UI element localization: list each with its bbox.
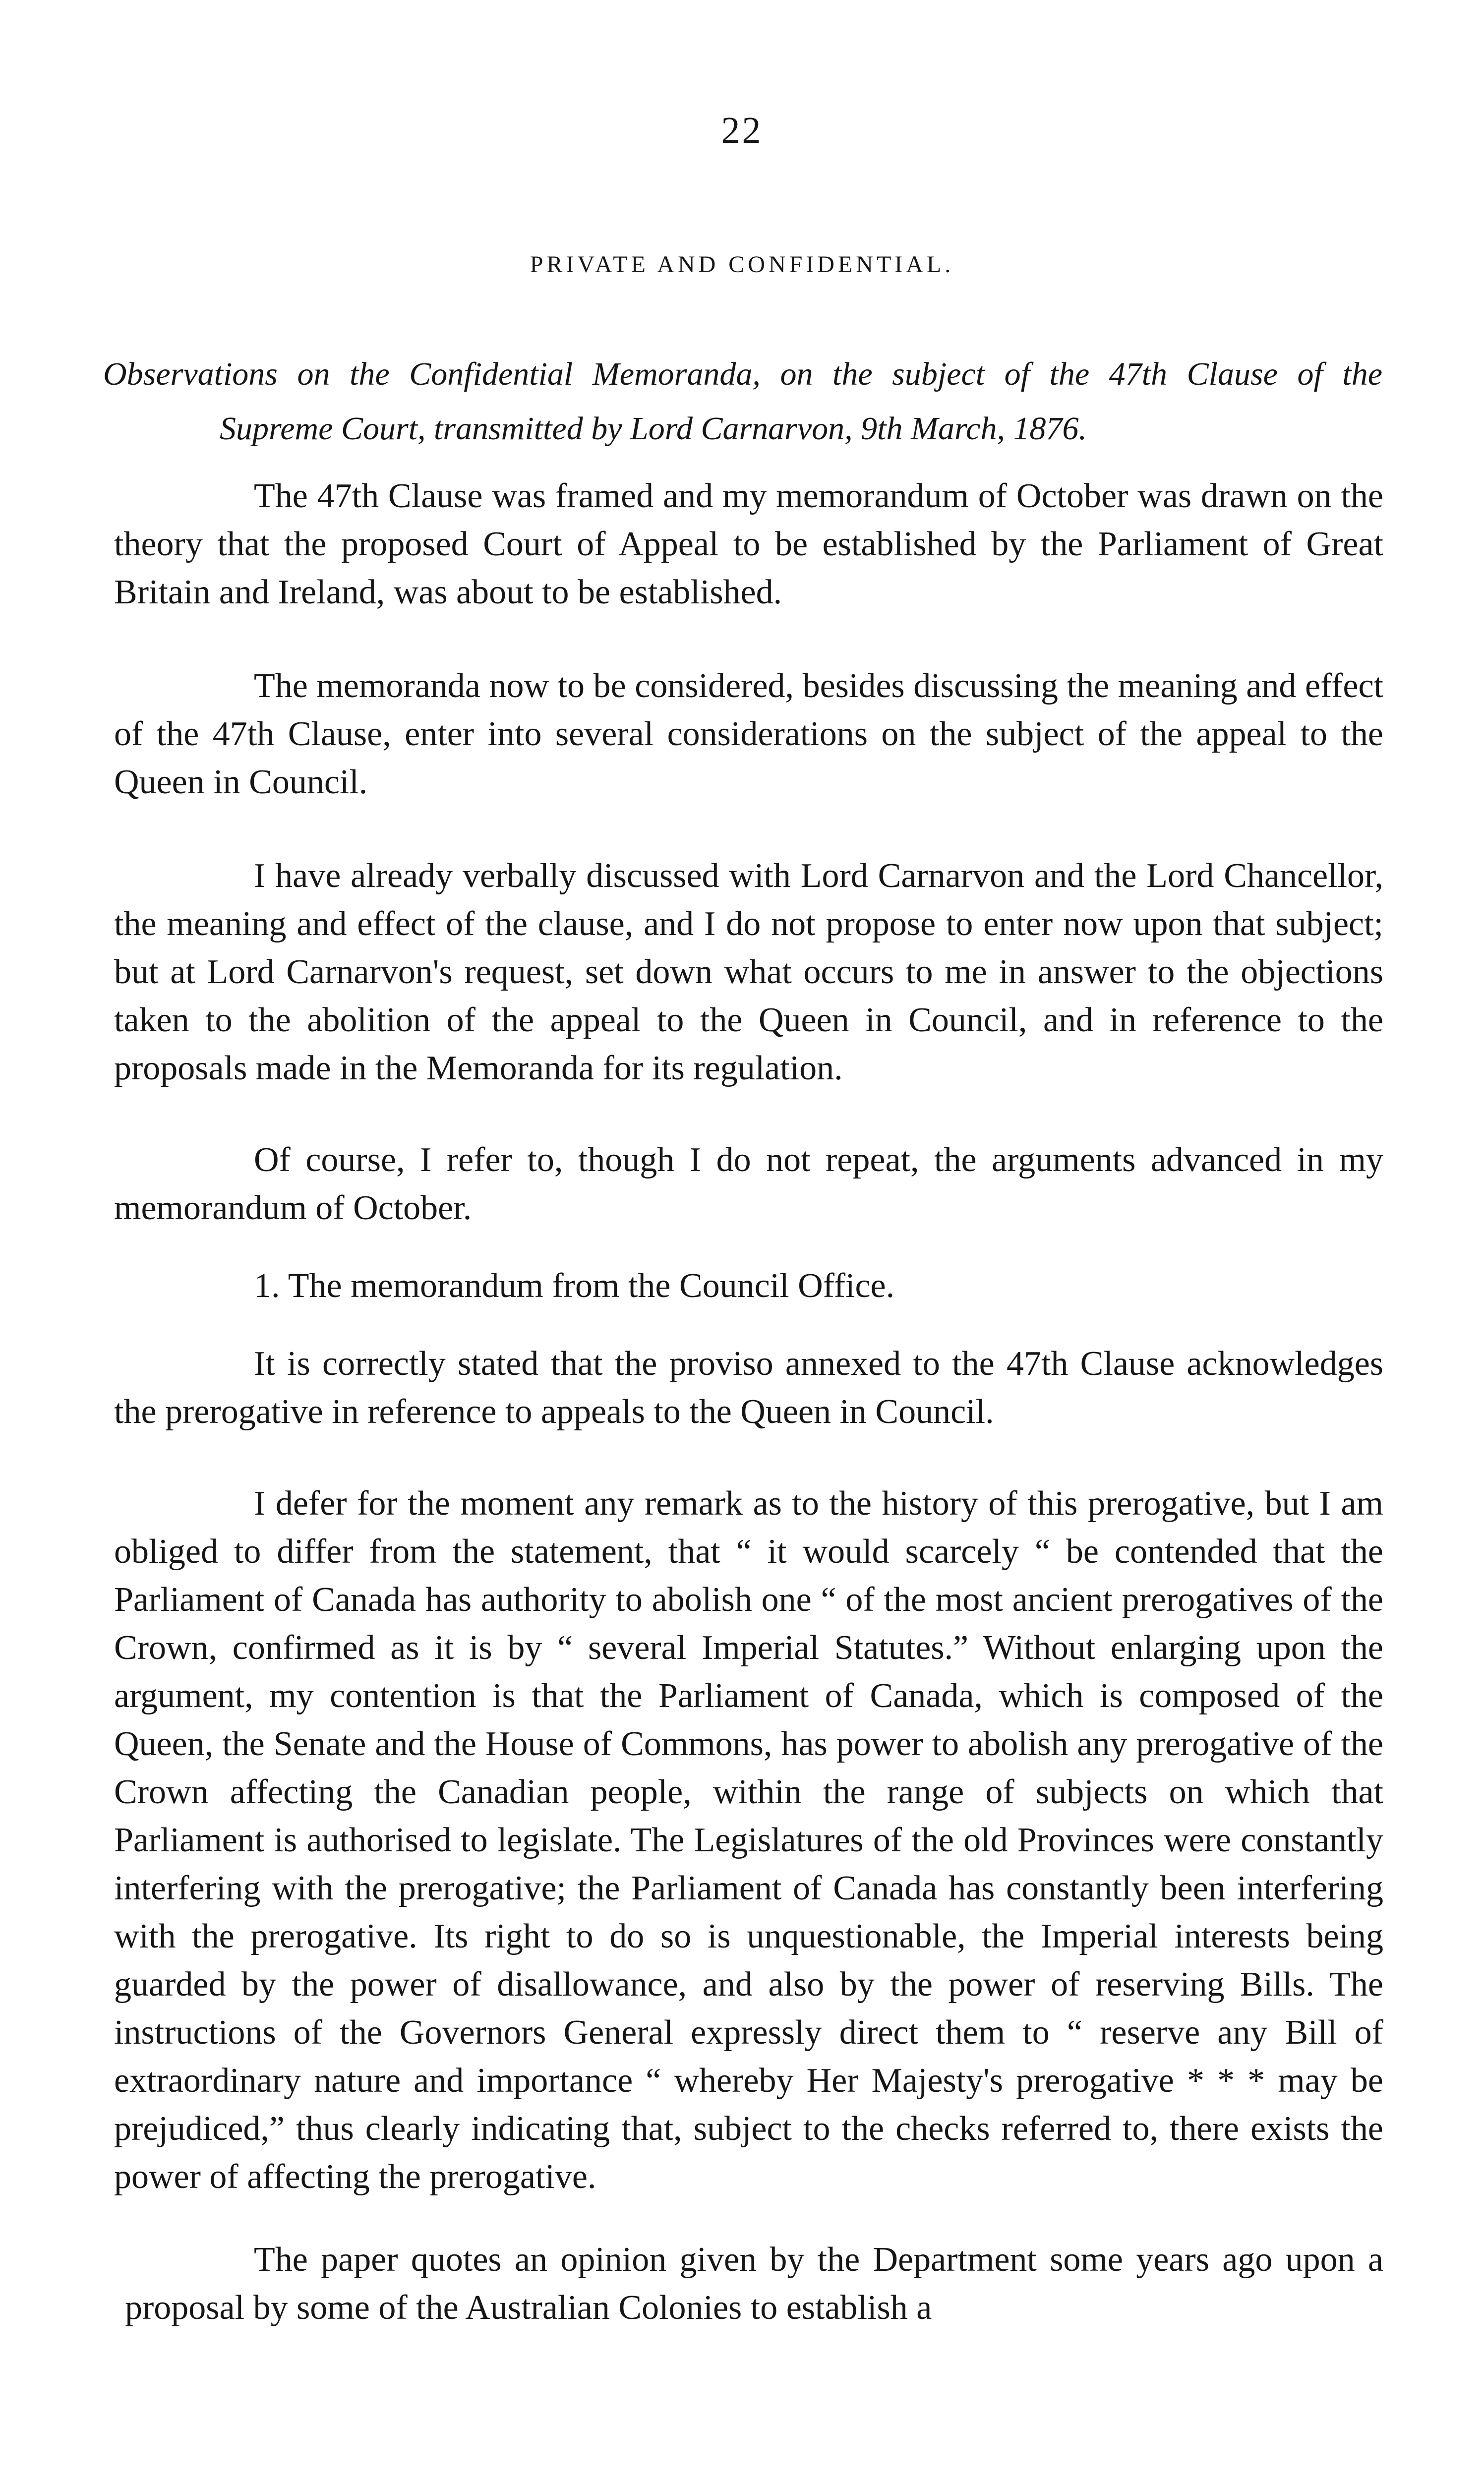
paragraph: The 47th Clause was framed and my memorandum of October was drawn on the theory that the proposed Court of Appeal to be established by the Parliament of Great Britain and Ireland, was about to be established. — [114, 477, 1383, 611]
paragraph: The memoranda now to be considered, besides discussing the meaning and effect of the 47th Clause, enter into several considerations on the subject of the appeal to the Queen in Council. — [114, 667, 1383, 801]
paragraph: The paper quotes an opinion given by the Department some years ago upon a proposal by some of the Australian Colonies to establish a — [125, 2241, 1383, 2327]
paragraph: Of course, I refer to, though I do not repeat, the arguments advanced in my memorandum of October. — [114, 1141, 1383, 1227]
section-heading: 1. The memorandum from the Council Office. — [254, 1267, 895, 1305]
document-body — [114, 472, 1383, 2332]
paragraph: I defer for the moment any remark as to the history of this prerogative, but I am obliged to differ from the statement, that “ it would scarcely “ be contended that the Parliament of Canada has authority to abolish one “ of the most ancient prerogatives of the Crown, confirmed as it is by “ several Imperial Statutes.” Without enlarging upon the argument, my contention is that the Parliament of Canada, which is composed of the Queen, the Senate and the House of Commons, has power to abolish any prerogative of the Crown affecting the Canadian people, within the range of subjects on which that Parliament is authorised to legislate. The Legislatures of the old Provinces were constantly interfering with the prerogative; the Parliament of Canada has constantly been interfering with the prerogative. Its right to do so is unquestionable, the Imperial interests being guarded by the power of disallowance, and also by the power of reserving Bills. The instructions of the Governors General expressly direct them to “ reserve any Bill of extraordinary nature and importance “ whereby Her Majesty's prerogative * * * may be prejudiced,” thus clearly indicating that, subject to the checks referred to, there exists the power of affecting the prerogative. — [114, 1484, 1383, 2196]
confidential-marking: PRIVATE AND CONFIDENTIAL. — [530, 251, 954, 278]
document-heading — [103, 347, 1382, 456]
page-number: 22 — [721, 110, 763, 151]
paragraph: It is correctly stated that the proviso annexed to the 47th Clause acknowledges the prerogative in reference to appeals to the Queen in Council. — [114, 1345, 1383, 1431]
heading-line-2: Supreme Court, transmitted by Lord Carnarvon, 9th March, 1876. — [220, 411, 1087, 447]
heading-line-1: Observations on the Confidential Memoranda, on the subject of the 47th Clause of the — [103, 356, 1382, 392]
paragraph: I have already verbally discussed with Lord Carnarvon and the Lord Chancellor, the meaning and effect of the clause, and I do not propose to enter now upon that subject; but at Lord Carnarvon's request, set down what occurs to me in answer to the objections taken to the abolition of the appeal to the Queen in Council, and in reference to the proposals made in the Memoranda for its regulation. — [114, 857, 1383, 1087]
